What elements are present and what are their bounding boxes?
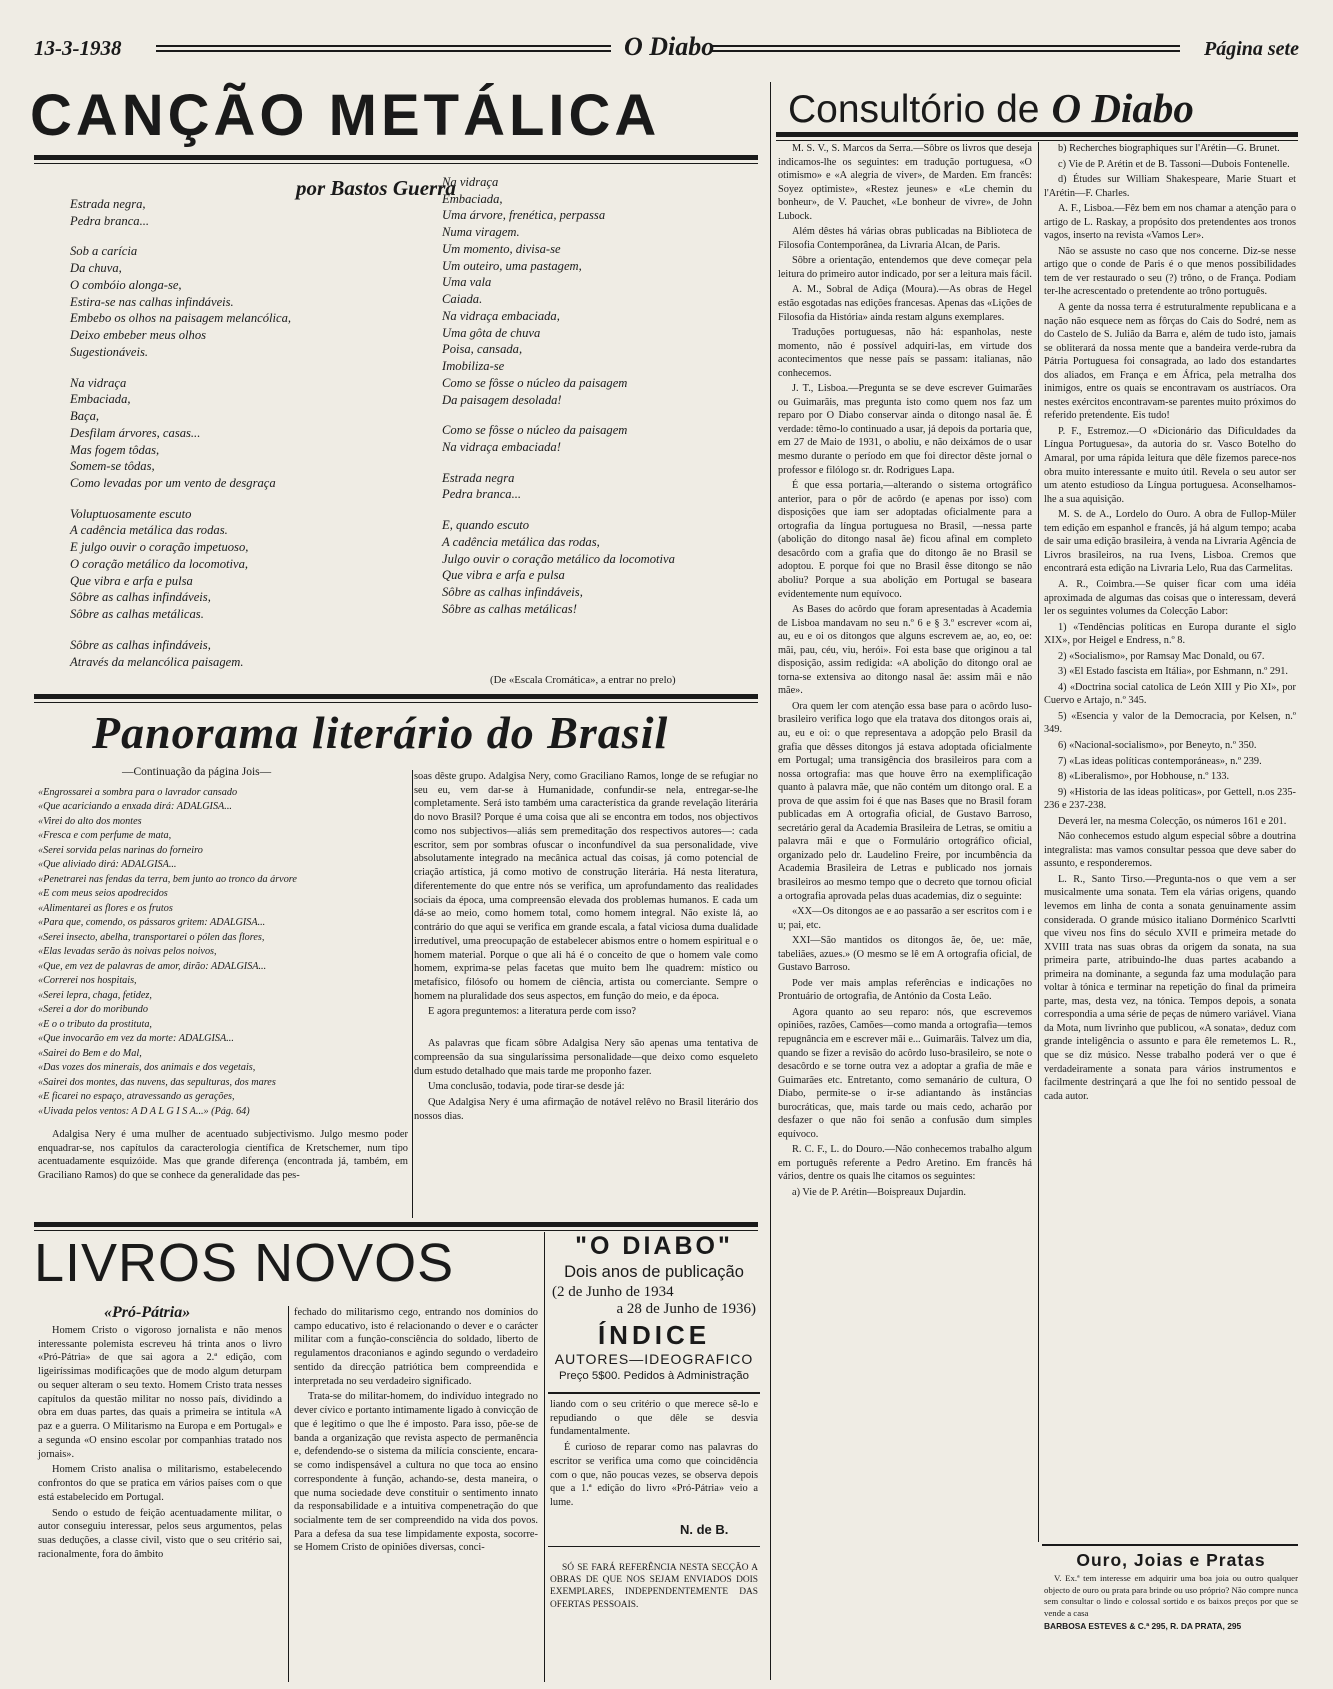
paragraph: A. R., Coimbra.—Se quiser ficar com uma idéia aproximada de algumas das coisas que o interessam, deverá ler os seguintes volumes da Colecção Labor: bbox=[1044, 578, 1296, 618]
notice: SÓ SE FARÁ REFERÊNCIA NESTA SECÇÃO A OBRAS DE QUE NOS SEJAM ENVIADOS DOIS EXEMPLARES, INDEPENDENTEMENTE DAS OFERTAS PESSOAIS. bbox=[550, 1563, 758, 1610]
cancao-column-1 bbox=[70, 196, 400, 684]
verse-line: «Serei lepra, chaga, fetidez, bbox=[38, 989, 152, 1001]
paragraph: a) Vie de P. Arétin—Boispreaux Dujardin. bbox=[792, 1187, 966, 1199]
poem-line: Embaciada, bbox=[70, 392, 131, 407]
poem-line: Estira-se nas calhas infindáveis. bbox=[70, 294, 234, 309]
poem-line: Sob a carícia bbox=[70, 244, 138, 259]
verse-line: «Que aliviado dirá: ADALGISA... bbox=[38, 859, 177, 871]
verse-line: «Para que, comendo, os pássaros gritem: ADALGISA... bbox=[38, 917, 266, 929]
poem-stanza bbox=[70, 243, 400, 360]
paragraph: Ora quem ler com atenção essa base para o acôrdo luso-brasileiro verifica logo que ela tratava dos ditongos orais ai, au, eu e oi: o que representava a adopção pelo Brasil da grafia que dêsses ditongos já estava adoptada oficialmente em Portugal; uma transigência dos brasileiros para com a nossa ortografia: mas que houve êrro na exemplificação quanto à palavra mãe, que não contém um ditongo oral. E a prova de que assim foi é que nas Bases que no Brasil foram publicadas em A ortografia oficial, de Gustavo Barroso, secretário geral da Academia Brasileira de Letras, se omitiu a palavra mãi e que o Formulário ortográfico oficial, organizado pelo dr. Laudelino Freire, por incumbência da Academia Brasileira de Letras e publicado nos jornais brasileiros ao mesmo tempo que o decreto que tornou oficial a ortografia aprovada pelas duas academias, diz o seguinte: bbox=[778, 700, 1032, 902]
poem-line: Estrada negra, bbox=[70, 197, 146, 211]
poem-line: Pedra branca... bbox=[442, 487, 522, 502]
livros-signature: N. de B. bbox=[680, 1522, 729, 1537]
livros-column-1 bbox=[38, 1324, 282, 1563]
panorama-left-text: Adalgisa Nery é uma mulher de acentuado subjectivismo. Julgo mesmo poder enquadrar-se, nos capítulos da caracterologia científica de Kretschemer, num tipo acentuadamente esquizóide. Mas que grande diferença (encontrada já, também, em Graciliano Ramos) do que se conhece da generalidade das pes- bbox=[38, 1129, 408, 1182]
poem-line: Poisa, cansada, bbox=[442, 342, 523, 357]
poem-line: A cadência metálica das rodas. bbox=[70, 523, 228, 538]
paragraph: Trata-se do militar-homem, do indivíduo integrado no dever cívico e portanto intimamente ligado à convicção de que é legítimo o que lhe é imposto. Para isso, põe-se de banda a organização que revista aspecto de permanência e, defendendo-se o sistema da milícia consciente, encara-se como indispensável a cultura no que toca ao ensino correspondente à função, achando-se, desta maneira, o que numa sociedade deve constituir o sentimento innato da responsabilidade e a intuitiva compenetração do que socialmente tem de ser compreendido na vida dos povos. Para a defesa da sua tese limpidamente exposta, socorre-se Homem Cristo de opiniões diversas, conci- bbox=[294, 1391, 538, 1554]
paragraph: 6) «Nacional-socialismo», por Beneyto, n.º 350. bbox=[1058, 739, 1257, 751]
poem-line: Embaciada, bbox=[442, 191, 503, 206]
poem-line: Desfilam árvores, casas... bbox=[70, 425, 201, 440]
masthead: O Diabo bbox=[624, 32, 715, 61]
poem-line: Numa viragem. bbox=[442, 225, 520, 240]
poem-line: Caiada. bbox=[442, 292, 483, 307]
cancao-column-2 bbox=[442, 174, 762, 632]
diabo-box-line1: Dois anos de publicação bbox=[564, 1263, 744, 1281]
poem-stanza bbox=[70, 637, 400, 670]
poem-line: E julgo ouvir o coração impetuoso, bbox=[70, 540, 249, 555]
verse-line: «Sairei do Bem e do Mal, bbox=[38, 1047, 142, 1059]
verse-line: «Virei do alto dos montes bbox=[38, 815, 142, 827]
jewelry-ad-footer: BARBOSA ESTEVES & C.ª 295, R. DA PRATA, 295 bbox=[1044, 1621, 1242, 1632]
poem-line: Sugestionáveis. bbox=[70, 344, 148, 359]
paragraph: As Bases do acôrdo que foram apresentadas à Academia de Lisboa mandavam no seu n.º 6 e § 3.º escrever «com ai, au, eu e oi os ditongos que alguns escrevem ae, ao, eo, oe: mãi, pau, céu, viu, herói». Foi esta base que originou a tal disposição, assim redigida: «A abolição do ditongo oral ae torna-se extensiva ao ditongo nasal ãe: assim mãi e não mãe». bbox=[778, 604, 1032, 697]
paragraph: M. S. de A., Lordelo do Ouro. A obra de Fullop-Müler tem edição em espanhol e francês, já há algum tempo; acaba de sair uma edição brasileira, à venda na Livraria Agência de Livros brasileiros, na rua Ivens, Lisboa. Cremos que encontrará esta edição na Livraria Lelo, Rua das Carmelitas. bbox=[1044, 509, 1296, 575]
livros-title: LIVROS NOVOS bbox=[34, 1233, 455, 1293]
poem-line: Sôbre as calhas infindáveis, bbox=[70, 637, 211, 652]
poem-stanza bbox=[442, 174, 762, 408]
paragraph: 8) «Liberalismo», por Hobhouse, n.º 133. bbox=[1058, 771, 1230, 783]
paragraph: A. M., Sobral de Adiça (Moura).—As obras de Hegel estão esgotadas nas edições francesas. Apenas das «Lições de Filosofia da História» ainda restam alguns exemplares. bbox=[778, 284, 1032, 323]
paragraph: liando com o seu critério o que merece sê-lo e repudiando o que dêle se desvia fundamentalmente. bbox=[550, 1399, 758, 1438]
poem-line: O coração metálico da locomotiva, bbox=[70, 556, 249, 571]
paragraph: 2) «Socialismo», por Ramsay Mac Donald, ou 67. bbox=[1058, 650, 1265, 662]
cancao-title: CANÇÃO METÁLICA bbox=[30, 83, 661, 148]
paragraph: «XX—Os ditongos ae e ao passarão a ser escritos com i e u; pai, etc. bbox=[778, 906, 1032, 931]
consultorio-title-a: Consultório de bbox=[788, 88, 1040, 131]
diabo-box-title: "O DIABO" bbox=[575, 1232, 733, 1260]
consultorio-column-2 bbox=[1044, 142, 1296, 1105]
paragraph: P. F., Estremoz.—O «Dicionário das Dificuldades da Língua Portuguesa», da autoria do sr. Vasco Botelho do Amaral, por uma rápida leitura que dêle fizemos parece-nos obra muito interessante e muito útil. Revela o seu autor ser um atento estudioso da Língua portuguesa. Aconselhamos-lhe a sua aquisição. bbox=[1044, 425, 1296, 505]
paragraph: J. T., Lisboa.—Pregunta se se deve escrever Guimarães ou Guimarãis, mas pregunta isto como quem nos faz um reparo por O Diabo conservar ainda o ditongo nasal ãe. É verdade: têmo-lo continuado a usar, já depois da portaria que, em 27 de Maio de 1931, o aboliu, e não deixámos de o usar mesmo durante o período em que foi director dêste jornal o professor e filólogo sr. dr. Rodrigues Lapa. bbox=[778, 383, 1032, 476]
verse-line: «E o o tributo da prostituta, bbox=[38, 1018, 152, 1030]
paragraph: fechado do militarismo cego, entrando nos domínios do campo educativo, isto é relacionando o dever e o carácter militar com a função-consciência do soldado, liberto de regulamentos draconianos e agindo segundo o verdadeiro sentido da direcção patriótica bem compreendida e interpretada no seu verdadeiro significado. bbox=[294, 1307, 538, 1387]
verse-line: «Serei a dor do moribundo bbox=[38, 1004, 148, 1016]
poem-stanza bbox=[70, 506, 400, 623]
paragraph: Não conhecemos estudo algum especial sôbre a doutrina integralista: mas vamos consultar pessoa que deve saber do assunto, e responderemos. bbox=[1044, 831, 1296, 870]
paragraph: M. S. V., S. Marcos da Serra.—Sôbre os livros que deseja indicamos-lhe os seguintes: em tradução portuguesa, «O otimismo» e «A alegria de viver», de Marden. Em francês: Soyez optimiste», «Restez jeunes» e «Le chemin du bonheur», de V. Pauchet, «Le bonheur de vivre», de John Lubock. bbox=[778, 143, 1032, 222]
paragraph: 7) «Las ideas políticas contemporáneas», n.º 239. bbox=[1058, 755, 1262, 767]
diabo-box-line3: a 28 de Junho de 1936) bbox=[616, 1301, 756, 1317]
verse-line: «Que, em vez de palavras de amor, dirão: ADALGISA... bbox=[38, 960, 267, 972]
paragraph: 4) «Doctrina social catolica de León XIII y Pio XI», por Cuervo e Artajo, n.º 345. bbox=[1044, 681, 1296, 707]
livros-subtitle: «Pró-Pátria» bbox=[104, 1304, 191, 1321]
poem-line: Sôbre as calhas metálicas! bbox=[442, 601, 577, 616]
livros-column-2 bbox=[294, 1306, 538, 1557]
consultorio-title bbox=[788, 84, 1298, 132]
panorama-continuation: —Continuação da página Jois— bbox=[122, 766, 272, 778]
diabo-box-preco: Preço 5$00. Pedidos à Administração bbox=[559, 1370, 749, 1382]
poem-line: Na vidraça embaciada, bbox=[442, 308, 560, 323]
verse-line: «Serei insecto, abelha, transportarei o pólen das flores, bbox=[38, 931, 265, 943]
poem-stanza bbox=[70, 196, 400, 229]
poem-stanza bbox=[442, 422, 762, 455]
paragraph: L. R., Santo Tirso.—Pregunta-nos o que vem a ser musicalmente uma sonata. Tem ela várias origens, quando levemos em linha de conta a sonata genuinamente assim considerada. O grande músico italiano Dorménico Scarlvtti que viveu nos fins do século XVII e primeira metade do XVIII trata nas suas obras da origem da sonata, na sua primeira parte, atribuindo-lhe duas partes acabando a primeira na dominante, a segunda faz uma modulação para voltar à tónica e terminar na repetição do final da primeira parte, mas, desta vez, na tónica. Tempos depois, a sonata correspondia a uma série de peças de número variável. Viana da Mota, num livrinho que publicou, «A sonata», deduz com grande inteligência o assunto e para êle remetemos L. R., que se diz músico. Nesse trabalho poderá ver o que é verdadeiramente a sonata para vários instrumentos e facilmente destrinçará a que lhe foi no sentido pessoal de cada autor. bbox=[1044, 873, 1296, 1102]
paragraph: Deverá ler, na mesma Colecção, os números 161 e 201. bbox=[1058, 815, 1287, 827]
paragraph: É curioso de reparar como nas palavras do escritor se verifica uma como que coincidência com o que, não poucas vezes, se observa depois que a 1.ª edição do livro «Pró-Pátria» veio a lume. bbox=[550, 1442, 758, 1509]
paragraph: 5) «Esencia y valor de la Democracia, por Kelsen, n.º 349. bbox=[1044, 710, 1296, 736]
poem-line: Na vidraça bbox=[442, 175, 499, 189]
diabo-box bbox=[548, 1232, 760, 1382]
paragraph: Sôbre a orientação, entendemos que deve começar pela leitura do primeiro autor indicado, por ser a leitura mais fácil. bbox=[778, 255, 1032, 280]
poem-line: Na vidraça embaciada! bbox=[442, 440, 561, 455]
verse-line: «Alimentarei as flores e os frutos bbox=[38, 902, 173, 914]
poem-line: Imobiliza-se bbox=[442, 359, 505, 374]
verse-line: «E com meus seios apodrecidos bbox=[38, 888, 168, 900]
paragraph: Traduções portuguesas, não há: espanholas, neste momento, não é possível adquiri-las, em virtude dos acontecimentos que nesse país se passam: italianas, não conhecemos. bbox=[778, 327, 1032, 379]
poem-line: Na vidraça bbox=[70, 375, 127, 390]
poem-line: Um outeiro, uma pastagem, bbox=[442, 258, 582, 273]
panorama-right-text: soas dêste grupo. Adalgisa Nery, como Graciliano Ramos, longe de se refugiar no seu eu, vem dar-se à Humanidade, confundir-se nela, entregar-se-lhe completamente. Será isto também uma característica da grande revelação literária do novo Brasil? Porque é uma coisa que ali se encontra em todos, nos objectivos como nos subjectivos—aliás sem premeditação dos respectivos autores—: cada escritor, sem por sombras ofuscar o inconfundível da sua personalidade, vive absolutamente integrado na mecânica actual das coisas, já como potencial de criação artística, já como motivo de construção literária. Há nesta literatura, diferentemente do que entre nós se verifica, um aprofundamento das realidades sociais da época, uma compreensão elevada dos problemas humanos. E cada um dá-se ao meio, como homem total, como homem integral. Não existe lá, ao contrário do que aqui se verifica em grande escala, a fatal viciosa duma dualidade irredutível, uma preocupação de estabelecer abismos entre o homem espiritual e o homem material. Porque o que ali há é o conceito de que o homem vale como homem, exprima-se pelas facetas que muito bem lhe quadrem: místico ou metafísico, filósofo ou homem de ciência, artista ou comerciante. Sempre o homem na pluralidade dos seus aspectos, em função do meio, e da época. E agora preguntemos: a literatura perde com isso? As palavras que ficam sôbre Adalgisa Nery são apenas uma tentativa de compreensão da sua singularíssima personalidade—que deixo como esqueleto dum estudo detalhado que mais tarde me proponho fazer. Uma conclusão, todavia, pode tirar-se desde já: Que Adalgisa Nery é uma afirmação de notável relêvo no Brasil literário dos nossos dias. bbox=[414, 771, 758, 1122]
verse-line: «Das vozes dos minerais, dos animais e dos vegetais, bbox=[38, 1062, 256, 1074]
page-number: Página sete bbox=[1204, 38, 1299, 60]
poem-line: E, quando escuto bbox=[442, 518, 530, 533]
paragraph: b) Recherches biographiques sur l'Arétin—G. Brunet. bbox=[1058, 143, 1280, 154]
paragraph: Não se assuste no caso que nos concerne. Diz-se nesse artigo que o conde de Paris é o que menos possibilidades tem de ver restaurado o seu (?) trôno, o de França. Podiam ter-lhe acrescentado o pretendente ao trôno português. bbox=[1044, 245, 1296, 298]
verse-line: «Que invocarão em vez da morte: ADALGISA... bbox=[38, 1033, 234, 1045]
poem-line: Como levadas por um vento de desgraça bbox=[70, 476, 276, 491]
livros-column-3 bbox=[550, 1398, 758, 1512]
verse-line: «Engrossarei a sombra para o lavrador cansado bbox=[38, 787, 238, 798]
poem-line: Um momento, divisa-se bbox=[442, 241, 561, 256]
poem-line: Embebo os olhos na paisagem melancólica, bbox=[70, 311, 292, 326]
issue-date: 13-3-1938 bbox=[34, 36, 122, 60]
poem-line: Da chuva, bbox=[70, 261, 122, 276]
poem-stanza bbox=[70, 375, 400, 492]
jewelry-ad-body: V. Ex.ª tem interesse em adquirir uma boa joia ou outro qualquer objecto de ouro ou prata para brinde ou uso próprio? Não compre nunca sem consultar o lindo e colossal sortido e os baixos preços por que se vende a casa bbox=[1044, 1573, 1298, 1618]
verse-line: «Elas levadas serão às noivas pelos noivos, bbox=[38, 946, 217, 958]
paragraph: Agora quanto ao seu reparo: nós, que escrevemos opiniões, razões, Camões—como manda a ortografia—temos repugnância em e escrever mãi e... Guimarãis. Talvez um dia, quando se fizer a revisão do acôrdo luso-brasileiro, se note o desacôrdo e se torne outra vez a adoptar a grafia de mãe e Guimarães etc. Entretanto, como semanário de cultura, O Diabo, permite-se o ir-se adiantando às instâncias burocráticas, que, mais tarde ou mais cedo, acharão por desfazer o que não foi senão a confusão dum simples equívoco. bbox=[778, 1006, 1032, 1140]
paragraph: XXI—São mantidos os ditongos ãe, õe, ue: mãe, tabeliães, azues.» (O mesmo se lê em A ortografia oficial, de Gustavo Barroso. bbox=[778, 935, 1032, 974]
poem-line: Mas fogem tôdas, bbox=[70, 442, 160, 457]
poem-line: Como se fôsse o núcleo da paisagem bbox=[442, 423, 628, 438]
poem-line: O combóio alonga-se, bbox=[70, 277, 182, 292]
paragraph: A gente da nossa terra é estruturalmente republicana e a nação não esquece nem as fôrças do Cais do Sodré, nem as do Castelo de S. Julião da Barra e, além de tudo isto, jamais se obliterará da nossa mente que a bandeira verde-rubra da Pátria Portuguesa foi consagrada, ao lado dos estandartes dos aliados, em França e em África, pela metralha dos inimigos, entre os quais se encontravam os austríacos. Ora nestes exércitos encontravam-se parentes muito próximos do referido pretendente. Eis tudo! bbox=[1044, 302, 1296, 422]
poem-line: Uma árvore, frenética, perpassa bbox=[442, 208, 606, 223]
poem-line: Julgo ouvir o coração metálico da locomotiva bbox=[442, 551, 675, 566]
poem-line: Uma vala bbox=[442, 275, 492, 290]
poem-line: Que vibra e arfa e pulsa bbox=[70, 573, 193, 588]
paragraph: Homem Cristo analisa o militarismo, estabelecendo confrontos do que se pratica em vários países com o que está estabelecido em Portugal. bbox=[38, 1464, 282, 1503]
poem-line: Voluptuosamente escuto bbox=[70, 506, 192, 521]
paragraph: Além dêstes há várias obras publicadas na Biblioteca de Filosofia Contemporânea, da Livraria Alcan, de Paris. bbox=[778, 226, 1032, 251]
consultorio-title-b: O Diabo bbox=[1051, 85, 1194, 131]
jewelry-ad bbox=[1044, 1550, 1298, 1631]
diabo-box-indice: ÍNDICE bbox=[597, 1320, 711, 1350]
paragraph: Pode ver mais amplas referências e indicações no Prontuário de ortografia, de António da Costa Leão. bbox=[778, 977, 1032, 1003]
verse-line: «Correrei nos hospitais, bbox=[38, 975, 137, 987]
poem-line: Sôbre as calhas infindáveis, bbox=[70, 590, 211, 605]
poem-line: Uma gôta de chuva bbox=[442, 325, 541, 340]
page-header bbox=[34, 32, 1299, 68]
poem-line: Pedra branca... bbox=[70, 213, 150, 228]
panorama-title: Panorama literário do Brasil bbox=[92, 707, 669, 758]
poem-line: Baça, bbox=[70, 409, 100, 424]
poem-line: Que vibra e arfa e pulsa bbox=[442, 568, 565, 583]
cancao-source: (De «Escala Cromática», a entrar no prelo) bbox=[490, 674, 676, 686]
poem-line: Somem-se tôdas, bbox=[70, 459, 155, 474]
poem-line: Através da melancólica paisagem. bbox=[70, 654, 244, 669]
paragraph: 1) «Tendências políticas en Europa durante el siglo XIX», por Heigel e Endress, n.º 8. bbox=[1044, 621, 1296, 647]
poem-line: Como se fôsse o núcleo da paisagem bbox=[442, 375, 628, 390]
verse-line: «Que acariciando a enxada dirá: ADALGISA... bbox=[38, 801, 232, 813]
paragraph: A. F., Lisboa.—Fêz bem em nos chamar a atenção para o artigo de L. Raskay, a propósito dos pretendentes aos tronos vagos, inserto na revista «Vamos Ler». bbox=[1044, 203, 1296, 242]
cancao-byline: por Bastos Guerra bbox=[296, 176, 456, 200]
verse-line: «Uivada pelos ventos: A D A L G I S A...» (Pág. 64) bbox=[38, 1105, 250, 1117]
paragraph: R. C. F., L. do Douro.—Não conhecemos trabalho algum em português referente a Pedro Aretino. Em francês há vários, dentre os quais lhe citamos os seguintes: bbox=[778, 1144, 1032, 1183]
poem-stanza bbox=[442, 470, 762, 503]
poem-line: A cadência metálica das rodas, bbox=[442, 534, 600, 549]
diabo-box-autores: AUTORES—IDEOGRAFICO bbox=[554, 1351, 754, 1367]
paragraph: c) Vie de P. Arétin et de B. Tassoni—Dubois Fontenelle. bbox=[1058, 158, 1290, 170]
verse-line: «E ficarei no espaço, atravessando as gerações, bbox=[38, 1091, 235, 1103]
poem-stanza bbox=[442, 517, 762, 617]
paragraph: Homem Cristo o vigoroso jornalista e não menos interessante polemista escreveu há trinta anos o livro «Pró-Pátria» de que sai agora a 2.ª edição, com ligeiríssimas modificações que de modo algum deturpam ou sequer alteram o seu texto. Homem Cristo trata nesses capítulos da questão militar no nosso país, dividindo a obra em duas partes, das quais a primeira se intitula «A paz e a guerra. O Militarismo na Europa e em Portugal» e a segunda «O ensino escolar por companhias tratado nos jornais». bbox=[38, 1325, 282, 1460]
jewelry-ad-title: Ouro, Joias e Pratas bbox=[1076, 1550, 1266, 1570]
diabo-box-line2: (2 de Junho de 1934 bbox=[552, 1284, 674, 1300]
paragraph: 3) «El Estado fascista em Itália», por Eshmann, n.º 291. bbox=[1058, 666, 1288, 678]
paragraph: 9) «Historia de las ideas políticas», por Gettell, n.os 235-236 e 237-238. bbox=[1044, 786, 1296, 812]
verse-line: «Fresca e com perfume de mata, bbox=[38, 830, 172, 842]
verse-line: «Serei sorvida pelas narinas do forneiro bbox=[38, 844, 203, 856]
consultorio-column-1 bbox=[778, 142, 1032, 1202]
poem-line: Da paisagem desolada! bbox=[442, 392, 562, 407]
verse-line: «Sairei dos montes, das nuvens, das sepulturas, dos mares bbox=[38, 1076, 276, 1088]
poem-line: Sôbre as calhas metálicas. bbox=[70, 607, 204, 622]
paragraph: Sendo o estudo de feição acentuadamente militar, o autor conseguiu interessar, pelos seus argumentos, pelas suas deduções, a classe civil, visto que o seu critério sai, racionalmente, fora do âmbito bbox=[38, 1507, 282, 1560]
paragraph: É que essa portaria,—alterando o sistema ortográfico anterior, para o pôr de acôrdo (e apenas por isso) com disposições que iam ser adoptadas oficialmente para a ortografia da língua portuguesa no Brasil, —nessa parte (abolição do ditongo nasal ãe) ficou afinal em completo desacôrdo com a grafia que do ditongo ãe no Brasil se adoptou. E porque foi que no Brasil êsse ditongo se não aboliu? Porque a sua abolição em Portugal se baseara evidentemente num equívoco. bbox=[778, 480, 1032, 600]
verse-line: «Penetrarei nas fendas da terra, bem junto ao tronco da árvore bbox=[38, 873, 297, 885]
panorama-verses bbox=[38, 786, 408, 1119]
poem-line: Estrada negra bbox=[442, 470, 515, 485]
poem-line: Sôbre as calhas infindáveis, bbox=[442, 585, 583, 600]
poem-line: Deixo embeber meus olhos bbox=[70, 328, 207, 343]
paragraph: d) Études sur William Shakespeare, Marie Stuart et l'Arétin—F. Charles. bbox=[1044, 174, 1296, 199]
